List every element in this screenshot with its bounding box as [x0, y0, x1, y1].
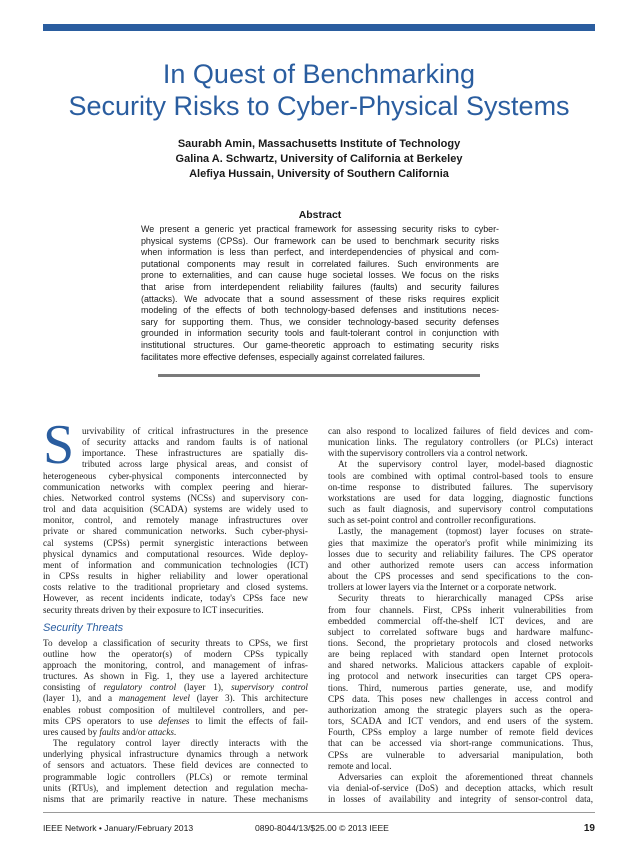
- text-line: of security attacks and random faults is of national: [82, 437, 308, 448]
- text-line: tors, SCADA and ICT vendors, and end users of the system.: [328, 716, 593, 727]
- text-line: of sensors and actuators. These field devices are connected to: [43, 760, 308, 771]
- text-line: CPS data. This poses new challenges in access control and: [328, 693, 593, 704]
- text-line: underlying physical infrastructure dynamics through a network: [43, 749, 308, 760]
- author-list: [0, 137, 638, 182]
- text-line: ment of information and communication technologies (ICT): [43, 559, 308, 570]
- text-line: authorization among the strategic players such as the opera-: [328, 704, 593, 715]
- top-accent-bar: [43, 24, 595, 31]
- text-line: CPSs are vulnerable to adversarial manipulation, both: [328, 749, 593, 760]
- text-line: gies that maximize the operator's profit while minimizing its: [328, 537, 593, 548]
- text-line: chies. Networked control systems (NCSs) and supervisory con-: [43, 492, 308, 503]
- text-line: costs relative to the traditional proprietary and closed systems.: [43, 582, 308, 593]
- body-paragraph: [328, 772, 593, 805]
- text-line: importance. These infrastructures are spatially dis-: [82, 448, 308, 459]
- text-line: communication networks with complex peering and hierar-: [43, 481, 308, 492]
- text-line: workstations are used for data logging, diagnostic functions: [328, 492, 593, 503]
- drop-cap: S: [43, 414, 75, 476]
- text-line: putational components may result in correlated failures. Such environments are: [141, 258, 499, 269]
- author-line: Galina A. Schwartz, University of California at Berkeley: [175, 153, 463, 165]
- text-line: munication links. The regulatory controllers (or PLCs) interact: [328, 437, 593, 448]
- abstract-divider: [158, 374, 480, 377]
- text-line: tructures. As shown in Fig. 1, they use a layered architecture: [43, 671, 308, 682]
- text-line: ures caused by faults and/or attacks.: [43, 726, 177, 737]
- text-line: with the supervisory controllers via a control network.: [328, 448, 528, 459]
- text-line: To develop a classification of security threats to CPSs, we first: [43, 637, 308, 648]
- text-line: (layer 1), and a management level (layer 3). This architecture: [43, 693, 308, 704]
- right-column: [328, 426, 593, 805]
- text-line: can also respond to localized failures of field devices and com-: [328, 426, 593, 436]
- text-line: Adversaries can exploit the aforementioned threat channels: [338, 771, 593, 782]
- page-number: 19: [583, 823, 595, 834]
- text-line: in CPSs results in higher reliability and lower operational: [43, 571, 308, 582]
- text-line: tions. Second, the proprietary protocols and closed networks: [328, 637, 593, 648]
- text-line: about the CPS processes and send specifications to the con-: [328, 571, 593, 582]
- text-line: are being replaced with standard open Internet protocols: [328, 649, 593, 660]
- body-paragraph: [43, 638, 308, 738]
- section-heading: Security Threats: [43, 621, 124, 634]
- text-line: enables robust composition of multilevel controllers, and per-: [43, 704, 308, 715]
- author-line: Alefiya Hussain, University of Southern California: [189, 168, 449, 180]
- text-line: outline how the operator(s) of modern CPSs typically: [43, 648, 308, 659]
- text-line: tributed across large physical areas, and consist of: [82, 459, 308, 470]
- text-line: approach the monitoring, control, and management of infras-: [43, 659, 308, 670]
- title-line-2: Security Risks to Cyber-Physical Systems: [68, 91, 570, 121]
- text-line: prone to externalities, and can cause huge societal losses. We focus on the risks: [141, 270, 499, 281]
- text-line: urvivability of critical infrastructures in the presence: [82, 426, 308, 436]
- text-line: security threats driven by their exposure to ICT insecurities.: [43, 604, 264, 615]
- text-line: nisms that are primarily reactive in nature. These mechanisms: [43, 793, 308, 804]
- abstract-text: [141, 224, 499, 363]
- text-line: monitor, control, and remotely manage infrastructures over: [43, 515, 308, 526]
- text-line: tions. Third, numerous parties generate, use, and modify: [328, 682, 593, 693]
- copyright-notice: 0890-8044/13/$25.00 © 2013 IEEE: [255, 823, 389, 833]
- body-paragraph: [328, 526, 593, 593]
- text-line: remote and local.: [328, 760, 392, 771]
- text-line: physical dynamics and computational resources. Wide deploy-: [43, 548, 308, 559]
- text-line: Fourth, CPSs employ a large number of remote field devices: [328, 727, 593, 738]
- text-line: losses due to security and reliability failures. The CPS operator: [328, 548, 593, 559]
- body-paragraph: [328, 459, 593, 526]
- intro-paragraph: [43, 426, 308, 471]
- abstract-block: [141, 208, 499, 363]
- text-line: facilitates more effective defenses, especially against correlated failures.: [141, 351, 425, 362]
- text-line: such as set-point control and controller reconfigurations.: [328, 515, 536, 526]
- text-line: institutional structures. Our game-theoretic approach to estimating security risks: [141, 339, 499, 350]
- text-line: Lastly, the management (topmost) layer focuses on strate-: [338, 526, 593, 537]
- journal-issue: IEEE Network • January/February 2013: [43, 823, 194, 833]
- text-line: sary for supporting them. Thus, we consider technology-based security defenses: [141, 316, 499, 327]
- text-line: cal systems (CPSs) permit synergistic interactions between: [43, 537, 308, 548]
- text-line: trollers at lower layers via the Internet or a corporate network.: [328, 582, 557, 593]
- text-line: We present a generic yet practical framework for assessing security risks to cyber-: [141, 224, 499, 234]
- text-line: that can be accessed via short-range communications. Thus,: [328, 738, 593, 749]
- text-line: mits CPS operators to use defenses to limit the effects of fail-: [43, 715, 308, 726]
- text-line: private or shared communication networks. Such cyber-physi-: [43, 526, 308, 537]
- text-line: grounded in information security tools and fault-tolerant control in conjunction with: [141, 328, 499, 339]
- body-paragraph: [328, 593, 593, 772]
- text-line: subject to correlated software bugs and hardware malfunc-: [328, 626, 593, 637]
- text-line: via denial-of-service (DoS) and deception attacks, which result: [328, 783, 593, 793]
- footer-divider: [43, 812, 595, 813]
- left-column: [43, 426, 308, 805]
- text-line: At the supervisory control layer, model-based diagnostic: [338, 459, 593, 470]
- title-line-1: In Quest of Benchmarking: [162, 59, 476, 89]
- text-line: However, as recent incidents indicate, today's CPSs face new: [43, 593, 308, 604]
- text-line: programmable logic controllers (PLCs) or remote terminal: [43, 771, 308, 782]
- text-line: physical systems (CPSs). Our framework can be used to benchmark security risks: [141, 235, 499, 246]
- body-paragraph: [328, 426, 593, 459]
- text-line: that arise from interdependent reliability failures (faults) and security failures: [141, 281, 499, 292]
- text-line: units (RTUs), and implement detection and regulation mecha-: [43, 782, 308, 793]
- text-line: in losses of availability and integrity of sensor-control data,: [328, 794, 593, 805]
- text-line: ing protocol and network insecurities can target CPS opera-: [328, 671, 593, 682]
- body-paragraph: [43, 471, 308, 616]
- article-title: [0, 58, 638, 122]
- text-line: when information is less than perfect, and interdependencies of physical and com-: [141, 247, 499, 258]
- author-line: Saurabh Amin, Massachusetts Institute of Technology: [177, 138, 461, 150]
- text-line: trol and data acquisition (SCADA) systems are widely used to: [43, 504, 308, 515]
- text-line: tools are combined with optimal control-based tools to ensure: [328, 470, 593, 481]
- text-line: consisting of regulatory control (layer 1), supervisory control: [43, 682, 308, 693]
- text-line: (attacks). We advocate that a sound assessment of these risks requires explicit: [141, 293, 499, 304]
- text-line: such as fault diagnosis, and supervisory control computations: [328, 504, 593, 515]
- text-line: embedded commercial off-the-shelf ICT devices, and are: [328, 615, 593, 626]
- text-line: from four channels. First, CPSs inherit vulnerabilities from: [328, 604, 593, 615]
- text-line: and other authorized remote users can access information: [328, 559, 593, 570]
- text-line: and shared networks. Malicious attackers capable of exploit-: [328, 660, 593, 671]
- body-paragraph: [43, 738, 308, 805]
- text-line: on-time response to distributed failures. The supervisory: [328, 481, 593, 492]
- text-line: heterogeneous cyber-physical components interconnected by: [43, 470, 308, 481]
- text-line: The regulatory control layer directly interacts with the: [53, 738, 308, 749]
- text-line: Security threats to hierarchically managed CPSs arise: [338, 593, 593, 604]
- abstract-heading: Abstract: [298, 209, 342, 221]
- text-line: modeling of the effects of both technology-based defenses and institutions neces-: [141, 305, 499, 316]
